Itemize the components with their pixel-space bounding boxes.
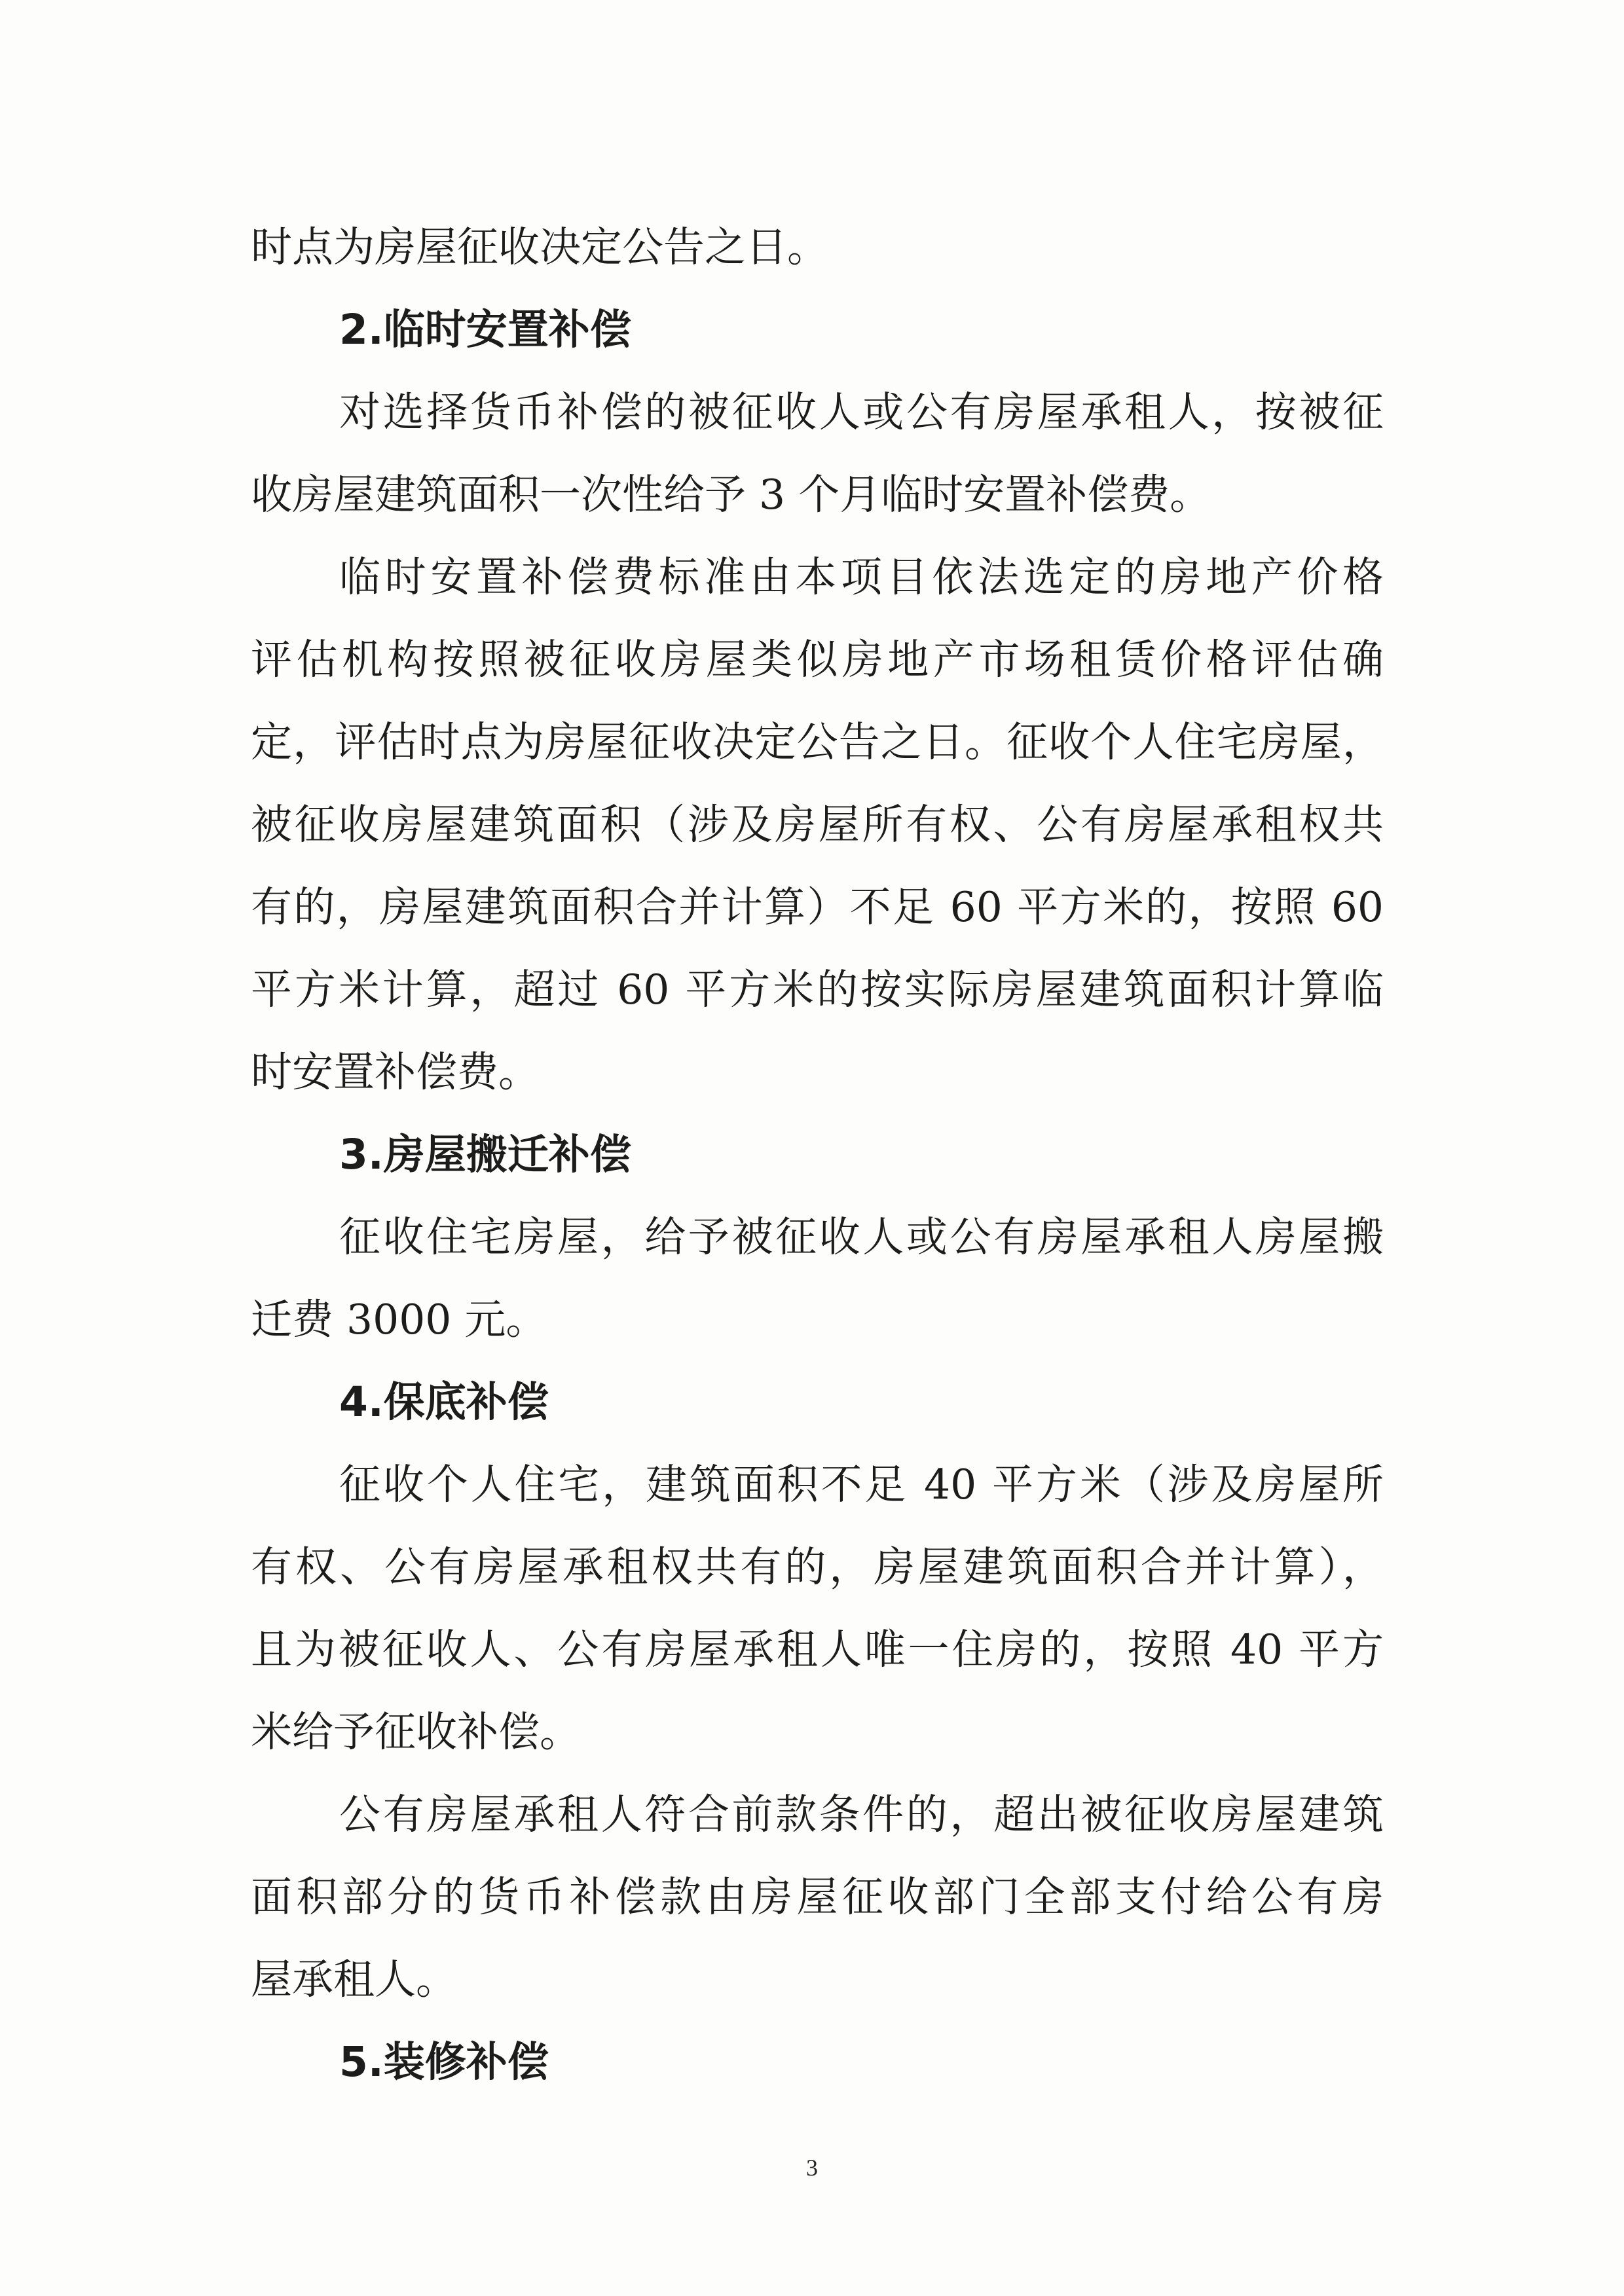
paragraph xyxy=(251,1444,1384,1774)
text-line: 征收住宅房屋，给予被征收人或公有房屋承租人房屋搬 xyxy=(339,1213,1384,1261)
section-heading: 2.临时安置补偿 xyxy=(339,306,631,354)
section-minimum-compensation xyxy=(251,1361,1384,2021)
text-line: 屋承租人。 xyxy=(251,1956,457,2003)
text-line: 对选择货币补偿的被征收人或公有房屋承租人，按被征 xyxy=(339,388,1384,436)
text-line: 时安置补偿费。 xyxy=(251,1048,540,1096)
text-line: 定，评估时点为房屋征收决定公告之日。征收个人住宅房屋， xyxy=(251,718,1384,766)
text-line: 评估机构按照被征收房屋类似房地产市场租赁价格评估确 xyxy=(251,636,1384,683)
text-line: 面积部分的货币补偿款由房屋征收部门全部支付给公有房 xyxy=(251,1873,1384,1921)
text-line: 被征收房屋建筑面积（涉及房屋所有权、公有房屋承租权共 xyxy=(251,801,1384,848)
paragraph xyxy=(251,536,1384,1114)
section-heading: 4.保底补偿 xyxy=(339,1378,549,1426)
text-line: 迁费 3000 元。 xyxy=(251,1296,547,1343)
section-heading: 5.装修补偿 xyxy=(339,2038,549,2086)
text-line: 征收个人住宅，建筑面积不足 40 平方米（涉及房屋所 xyxy=(339,1461,1384,1508)
paragraph xyxy=(251,1774,1384,2021)
text-line: 平方米计算，超过 60 平方米的按实际房屋建筑面积计算临 xyxy=(251,966,1384,1013)
text-line: 有的，房屋建筑面积合并计算）不足 60 平方米的，按照 60 xyxy=(251,883,1384,931)
text-line: 收房屋建筑面积一次性给予 3 个月临时安置补偿费。 xyxy=(251,471,1211,519)
continued-paragraph xyxy=(251,206,1384,289)
section-temporary-resettlement xyxy=(251,289,1384,1114)
paragraph xyxy=(251,1196,1384,1361)
section-relocation-compensation xyxy=(251,1114,1384,1361)
text-line: 且为被征收人、公有房屋承租人唯一住房的，按照 40 平方 xyxy=(251,1626,1384,1673)
text-line: 有权、公有房屋承租权共有的，房屋建筑面积合并计算）， xyxy=(251,1543,1384,1591)
text-line: 时点为房屋征收决定公告之日。 xyxy=(251,223,828,271)
section-heading: 3.房屋搬迁补偿 xyxy=(339,1131,631,1178)
paragraph xyxy=(251,371,1384,536)
text-line: 临时安置补偿费标准由本项目依法选定的房地产价格 xyxy=(339,553,1384,601)
text-line: 公有房屋承租人符合前款条件的，超出被征收房屋建筑 xyxy=(339,1791,1384,1838)
page-number: 3 xyxy=(806,2155,818,2181)
section-decoration-compensation xyxy=(251,2021,1384,2104)
document-body xyxy=(251,206,1384,2104)
text-line: 米给予征收补偿。 xyxy=(251,1708,581,1756)
